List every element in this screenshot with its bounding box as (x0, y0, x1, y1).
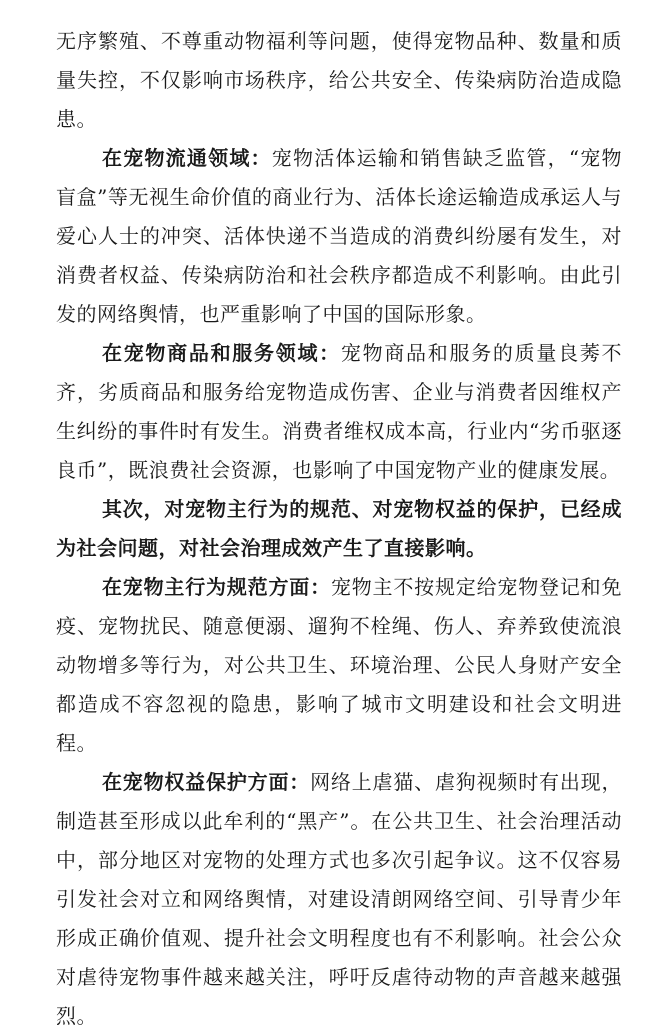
paragraph-text: 无序繁殖、不尊重动物福利等问题，使得宠物品种、数量和质量失控，不仅影响市场秩序，给公共安全、传染病防治造成隐患。 (56, 29, 622, 131)
paragraph-text: 其次，对宠物主行为的规范、对宠物权益的保护，已经成为社会问题，对社会治理成效产生了直接影响。 (56, 497, 622, 560)
paragraph-text: 宠物活体运输和销售缺乏监管，“宠物盲盒”等无视生命价值的商业行为、活体长途运输造成承运人与爱心人士的冲突、活体快递不当造成的消费纠纷屡有发生，对消费者权益、传染病防治和社会秩序都造成不利影响。由此引发的网络舆情，也严重影响了中国的国际形象。 (56, 146, 623, 326)
paragraph-owner-behavior (56, 568, 622, 763)
paragraph-text: 宠物商品和服务的质量良莠不齐，劣质商品和服务给宠物造成伤害、企业与消费者因维权产生纠纷的事件时有发生。消费者维权成本高，行业内“劣币驱逐良币”，既浪费社会资源，也影响了中国宠物产业的健康发展。 (56, 341, 623, 482)
section-heading-circulation: 在宠物流通领域： (102, 146, 272, 170)
section-heading-goods-services: 在宠物商品和服务领域： (102, 341, 341, 365)
paragraph-text: 宠物主不按规定给宠物登记和免疫、宠物扰民、随意便溺、遛狗不栓绳、伤人、弃养致使流浪动物增多等行为，对公共卫生、环境治理、公民人身财产安全都造成不容忽视的隐患，影响了城市文明建设和社会文明进程。 (56, 575, 622, 755)
paragraph-circulation (56, 139, 622, 334)
document-page (56, 22, 622, 1036)
paragraph-market-chaos (56, 22, 622, 139)
paragraph-pet-rights (56, 763, 622, 1036)
paragraph-text: 网络上虐猫、虐狗视频时有出现，制造甚至形成以此牟利的“黑产”。在公共卫生、社会治理活动中，部分地区对宠物的处理方式也多次引起争议。这不仅容易引发社会对立和网络舆情，对建设清朗网络空间、引导青少年形成正确价值观、提升社会文明程度也有不利影响。社会公众对虐待宠物事件越来越关注，呼吁反虐待动物的声音越来越强烈。 (56, 770, 622, 1028)
section-heading-owner-behavior: 在宠物主行为规范方面： (102, 575, 331, 599)
paragraph-key-point (56, 490, 622, 568)
section-heading-pet-rights: 在宠物权益保护方面： (102, 770, 311, 794)
paragraph-goods-services (56, 334, 622, 490)
